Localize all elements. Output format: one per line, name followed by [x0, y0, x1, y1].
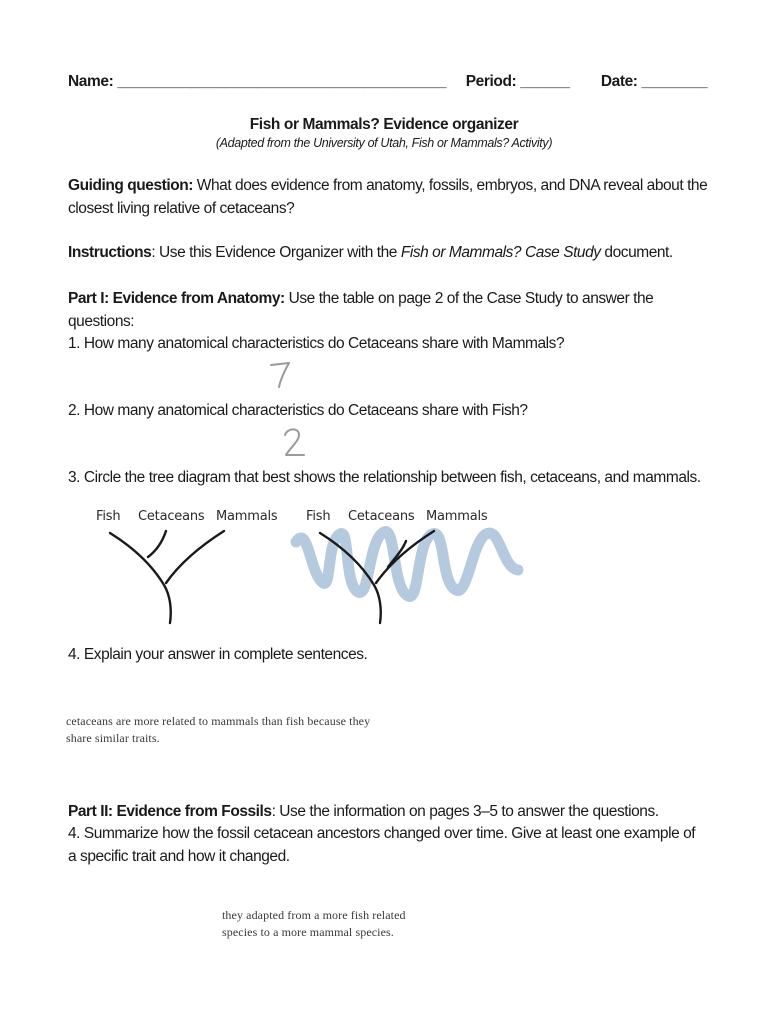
name-label: Name:	[68, 73, 114, 90]
answer-1-handwritten	[266, 356, 296, 392]
part1-intro	[68, 287, 668, 333]
part2-question-4	[68, 822, 758, 868]
tree2-trunk	[320, 533, 381, 623]
answer-1-stroke	[271, 363, 289, 387]
answer-4-line-1: cetaceans are more related to mammals than fish because they	[66, 714, 371, 728]
header-row	[68, 73, 707, 91]
tree2-branches	[304, 523, 504, 627]
answer-2-handwritten	[280, 425, 310, 461]
question-4: 4. Explain your answer in complete sentences.	[68, 646, 368, 663]
tree2-label-fish: Fish	[306, 509, 331, 524]
question-1: 1. How many anatomical characteristics do Cetaceans share with Mammals?	[68, 335, 565, 352]
instructions-text-after: document.	[600, 244, 673, 261]
tree1-branches	[94, 523, 294, 627]
tree1-label-mammals: Mammals	[216, 509, 278, 524]
guiding-question	[68, 174, 708, 220]
part2-label: Part II: Evidence from Fossils	[68, 803, 272, 820]
answer-2-stroke	[285, 429, 304, 455]
date-label: Date:	[600, 73, 638, 90]
tree2-branch-right	[376, 531, 434, 583]
part2-text: : Use the information on pages 3–5 to answer the questions.	[271, 803, 659, 820]
tree1-branch-right	[166, 531, 224, 583]
document-title: Fish or Mammals? Evidence organizer	[249, 116, 519, 133]
answer-4	[66, 713, 446, 747]
tree2-label-mammals: Mammals	[426, 509, 488, 524]
period-label: Period:	[465, 73, 517, 90]
tree-diagram-1[interactable]	[94, 507, 294, 627]
part1-text: Use the table on page 2 of the Case Study to answer the questions:	[68, 290, 654, 330]
tree1-trunk	[110, 533, 171, 623]
instructions-label: Instructions	[68, 244, 152, 261]
tree1-branch-inner	[148, 531, 166, 557]
guiding-text: What does evidence from anatomy, fossils, embryos, and DNA reveal about the closest living relative of cetaceans?	[68, 177, 708, 217]
tree-diagram-2[interactable]	[304, 507, 504, 627]
part2-q4-line-2: a specific trait and how it changed.	[68, 848, 290, 865]
period-blank: ______	[520, 73, 570, 90]
part2-answer-4	[222, 907, 542, 941]
part2-answer-line-2: species to a more mammal species.	[222, 925, 394, 939]
tree1-label-fish: Fish	[96, 509, 121, 524]
part2-answer-line-1: they adapted from a more fish related	[222, 908, 406, 922]
instructions	[68, 241, 708, 264]
tree2-label-cetaceans: Cetaceans	[348, 509, 415, 524]
part1-label: Part I: Evidence from Anatomy:	[68, 290, 285, 307]
answer-4-line-2: share similar traits.	[66, 731, 160, 745]
instructions-text-before: : Use this Evidence Organizer with the	[151, 244, 401, 261]
guiding-label: Guiding question:	[68, 177, 193, 194]
document-subtitle: (Adapted from the University of Utah, Fish or Mammals? Activity)	[215, 136, 553, 150]
part2-q4-line-1: 4. Summarize how the fossil cetacean ancestors changed over time. Give at least one example of	[68, 825, 696, 842]
part2-intro	[68, 800, 708, 823]
tree1-label-cetaceans: Cetaceans	[138, 509, 205, 524]
date-blank: ________	[641, 73, 708, 90]
question-2: 2. How many anatomical characteristics do Cetaceans share with Fish?	[68, 402, 528, 419]
question-3: 3. Circle the tree diagram that best shows the relationship between fish, cetaceans, and mammals.	[68, 469, 701, 486]
name-blank: ________________________________________	[117, 73, 447, 90]
instructions-doc-title: Fish or Mammals? Case Study	[400, 244, 601, 261]
